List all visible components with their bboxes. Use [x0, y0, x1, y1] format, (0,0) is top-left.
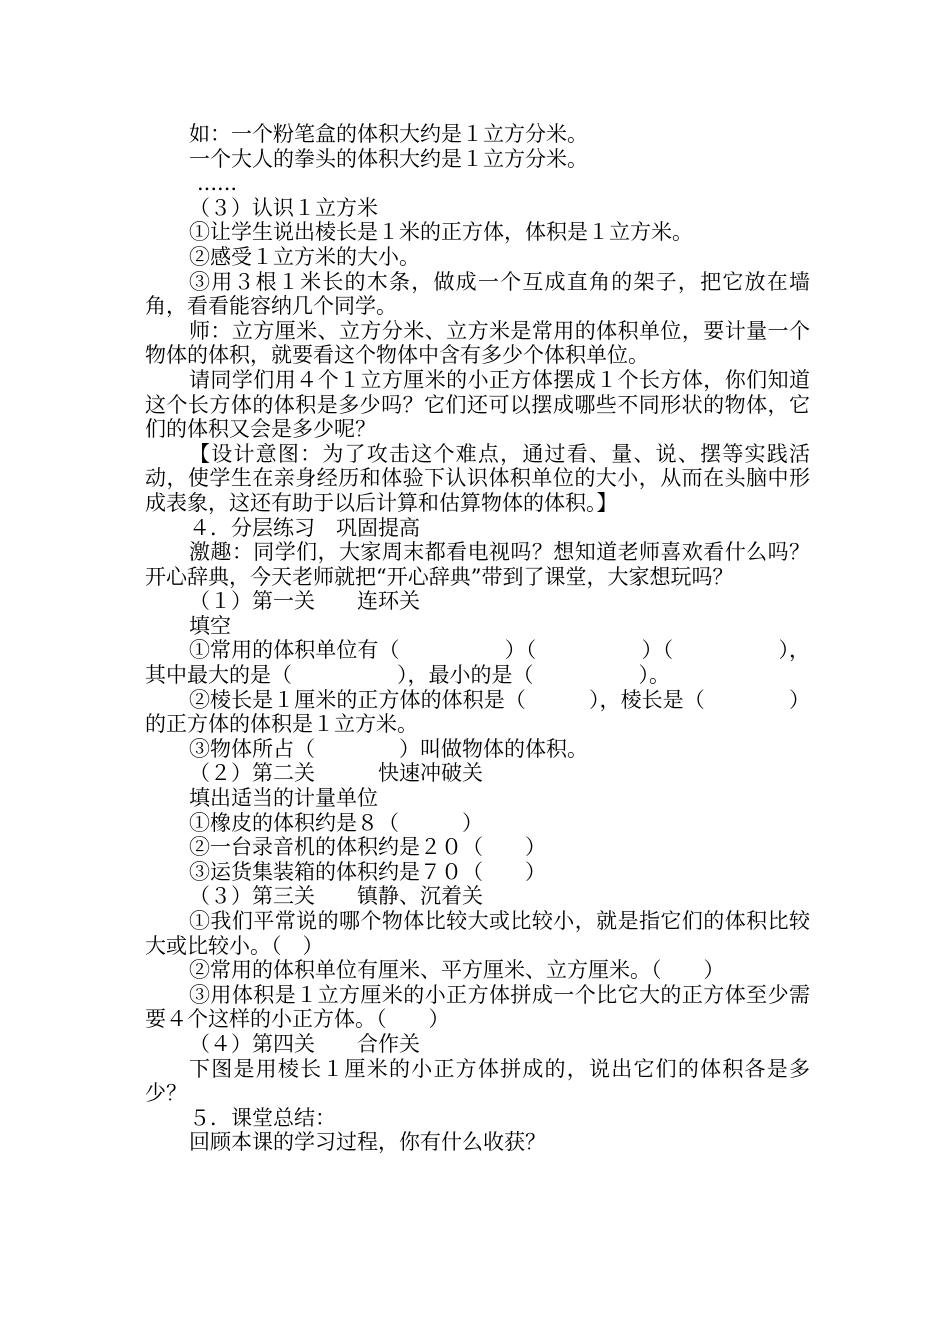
paragraph-example-fist: 一个大人的拳头的体积大约是１立方分米。 [189, 146, 588, 171]
heading-level-2: （２）第二关 快速冲破关 [189, 761, 483, 786]
paragraph-activity: 请同学们用４个１立方厘米的小正方体摆成１个长方体，你们知道这个长方体的体积是多少吗？它们还可以摆成哪些不同形状的物体，它们的体积又会是多少呢？ [145, 367, 810, 442]
question-level3-3: ③用体积是１立方厘米的小正方体拼成一个比它大的正方体至少需要４个这样的小正方体。（ ） [145, 982, 810, 1032]
paragraph-summary-question: 回顾本课的学习过程，你有什么收获？ [189, 1130, 546, 1155]
paragraph-motivation: 激趣：同学们，大家周末都看电视吗？想知道老师喜欢看什么吗？开心辞典，今天老师就把“开心辞典”带到了课堂，大家想玩吗？ [145, 540, 810, 589]
question-level2-1: ①橡皮的体积约是８（ ） [189, 810, 483, 835]
question-level3-2: ②常用的体积单位有厘米、平方厘米、立方厘米。（ ） [189, 958, 725, 983]
heading-practice: ４．分层练习 巩固提高 [189, 515, 420, 540]
question-level1-2: ②棱长是１厘米的正方体的体积是（ ），棱长是（ ）的正方体的体积是１立方米。 [145, 687, 810, 737]
question-level1-3: ③物体所占（ ）叫做物体的体积。 [189, 736, 588, 761]
label-units: 填出适当的计量单位 [189, 786, 378, 811]
question-level1-1: ①常用的体积单位有（ ）（ ）（ ），其中最大的是（ ），最小的是（ ）。 [145, 638, 810, 688]
paragraph-step-3: ③用３根１米长的木条，做成一个互成直角的架子，把它放在墙角，看看能容纳几个同学。 [145, 269, 810, 319]
paragraph-step-2: ②感受１立方米的大小。 [189, 244, 420, 269]
paragraph-step-1: ①让学生说出棱长是１米的正方体，体积是１立方米。 [189, 220, 693, 245]
question-level3-1: ①我们平常说的哪个物体比较大或比较小，就是指它们的体积比较大或比较小。（ ） [145, 909, 810, 958]
heading-cubic-meter: （３）认识１立方米 [189, 195, 378, 220]
paragraph-level4-task: 下图是用棱长１厘米的小正方体拼成的，说出它们的体积各是多少？ [145, 1056, 810, 1106]
question-level2-2: ②一台录音机的体积约是２０（ ） [189, 835, 546, 860]
heading-level-1: （１）第一关 连环关 [189, 589, 420, 614]
paragraph-example-chalk-box: 如：一个粉笔盒的体积大约是１立方分米。 [189, 122, 588, 146]
document-body [145, 122, 810, 1155]
paragraph-design-intent: 【设计意图：为了攻击这个难点，通过看、量、说、摆等实践活动，使学生在亲身经历和体验下认识体积单位的大小，从而在头脑中形成表象，这还有助于以后计算和估算物体的体积。】 [145, 441, 810, 515]
question-level2-3: ③运货集装箱的体积约是７０（ ） [189, 859, 546, 884]
heading-level-4: （４）第四关 合作关 [189, 1031, 420, 1056]
heading-level-3: （３）第三关 镇静、沉着关 [189, 884, 483, 909]
label-fill-blank: 填空 [189, 613, 231, 638]
heading-summary: ５．课堂总结： [189, 1105, 336, 1130]
paragraph-teacher: 师：立方厘米、立方分米、立方米是常用的体积单位，要计量一个物体的体积，就要看这个物体中含有多少个体积单位。 [145, 318, 810, 368]
paragraph-ellipsis: ...... [197, 171, 238, 196]
